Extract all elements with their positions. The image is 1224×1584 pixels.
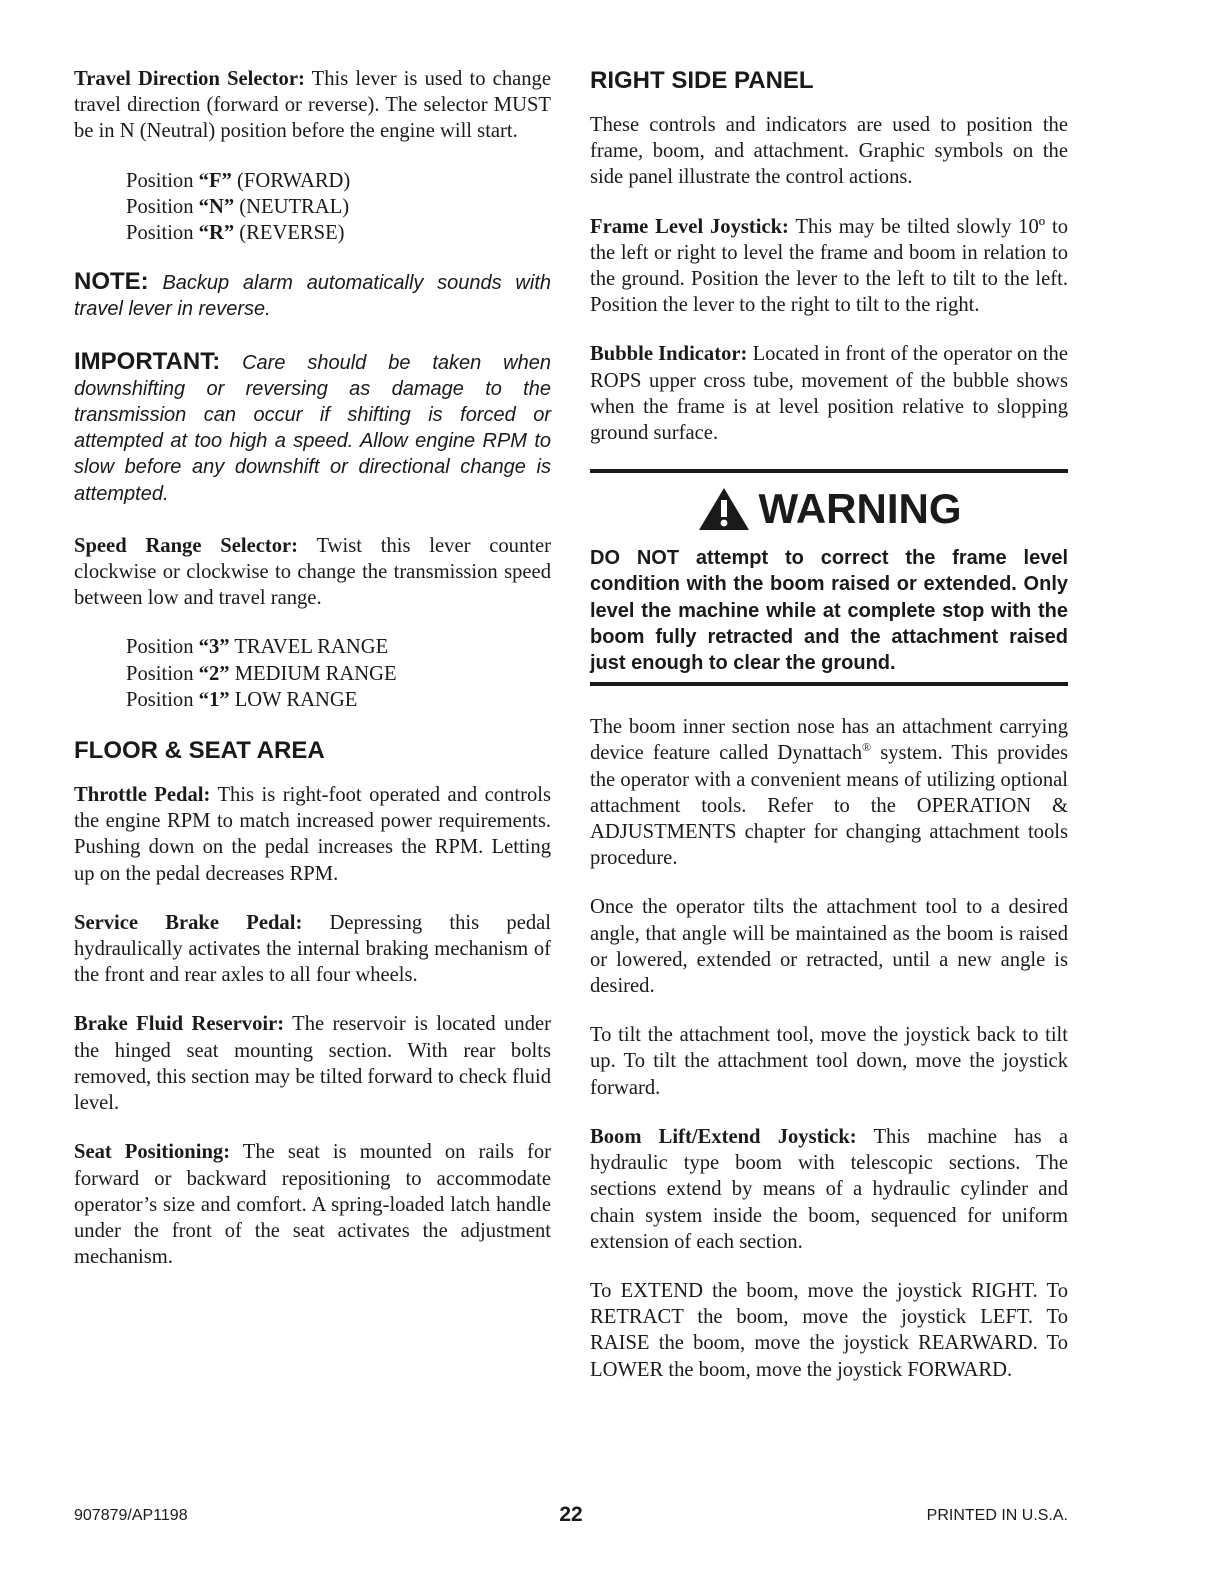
position-code: “2”: [198, 662, 230, 685]
brake-label: Service Brake Pedal:: [74, 911, 303, 934]
position-desc: (NEUTRAL): [234, 195, 350, 218]
position-code: “N”: [198, 195, 235, 218]
throttle-paragraph: [74, 782, 551, 887]
warning-title: WARNING: [758, 485, 962, 533]
important-block: [74, 349, 551, 507]
position-code: “F”: [198, 169, 232, 192]
page-footer: [74, 1497, 1068, 1527]
position-code: “1”: [198, 688, 230, 711]
dynattach-text-after: system. This provides the operator with a convenient means of utilizing optional attachment tools. Refer to the OPERATION & ADJUSTMENTS chapter for changing attachment tools procedure.: [590, 742, 1068, 870]
travel-selector-paragraph: [74, 66, 551, 145]
warning-box: [590, 469, 1068, 686]
important-label: IMPORTANT:: [74, 347, 221, 375]
note-block: [74, 269, 551, 322]
boom-moves-paragraph: To EXTEND the boom, move the joystick RIGHT. To RETRACT the boom, move the joystick LEFT. To RAISE the boom, move the joystick REARWARD. To LOWER the boom, move the joystick FORWARD.: [590, 1279, 1068, 1381]
printed-in: PRINTED IN U.S.A.: [926, 1507, 1068, 1524]
travel-selector-label: Travel Direction Selector:: [74, 68, 305, 90]
floor-seat-heading: FLOOR & SEAT AREA: [74, 737, 325, 765]
boom-joystick-paragraph: [590, 1124, 1068, 1255]
position-prefix: Position: [126, 195, 199, 218]
seat-paragraph: [74, 1139, 551, 1270]
position-item: [74, 634, 551, 660]
bubble-indicator-text: Located in front of the operator on the ROPS upper cross tube, movement of the bubble shows when the frame is at level position relative to slopping ground surface.: [590, 343, 1068, 445]
position-prefix: Position: [126, 636, 199, 659]
fluid-text: The reservoir is located under the hinged seat mounting section. With rear bolts removed, this section may be tilted forward to check fluid level.: [74, 1013, 551, 1115]
brake-text: Depressing this pedal hydraulically activates the internal braking mechanism of the front and rear axles to all four wheels.: [74, 911, 551, 987]
seat-text: The seat is mounted on rails for forward or backward repositioning to accommodate operator’s size and comfort. A spring-loaded latch handle under the front of the seat activates the adjustment mechanism.: [74, 1141, 551, 1269]
speed-positions-list: [74, 634, 551, 713]
travel-positions-list: [74, 168, 551, 247]
position-item: [74, 220, 551, 246]
position-prefix: Position: [126, 662, 199, 685]
right-column: [590, 66, 1068, 1406]
fluid-paragraph: [74, 1011, 551, 1116]
throttle-label: Throttle Pedal:: [74, 784, 211, 807]
warning-text: DO NOT attempt to correct the frame level condition with the boom raised or extended. Only level the machine while at complete stop with the boom fully retracted and the attachment raised just enough to clear the ground.: [590, 547, 1068, 675]
frame-level-paragraph: [590, 214, 1068, 319]
travel-selector-text: This lever is used to change travel direction (forward or reverse). The selector MUST be in N (Neutral) position before the engine will start.: [74, 68, 551, 143]
position-desc: TRAVEL RANGE: [229, 636, 389, 659]
brake-paragraph: [74, 910, 551, 989]
position-desc: LOW RANGE: [229, 688, 358, 711]
throttle-text: This is right-foot operated and controls the engine RPM to match increased power requirements. Pushing down on the pedal increases the RPM. Letting up on the pedal decreases RPM.: [74, 784, 552, 885]
position-prefix: Position: [126, 222, 199, 245]
right-side-panel-heading: RIGHT SIDE PANEL: [590, 67, 814, 94]
position-desc: (FORWARD): [231, 169, 351, 192]
tilt-angle-paragraph: Once the operator tilts the attachment tool to a desired angle, that angle will be maintained as the boom is raised or lowered, extended or retracted, until a new angle is desired.: [590, 896, 1068, 998]
position-item: [74, 194, 551, 220]
doc-number: 907879/AP1198: [74, 1507, 188, 1524]
note-label: NOTE:: [74, 268, 149, 296]
position-item: [74, 661, 551, 687]
boom-joystick-text: This machine has a hydraulic type boom with telescopic sections. The sections extend by means of a hydraulic cylinder and chain system inside the boom, sequenced for uniform extension of each section.: [590, 1125, 1068, 1253]
position-prefix: Position: [126, 688, 199, 711]
registered-mark: ®: [862, 740, 872, 755]
position-desc: MEDIUM RANGE: [229, 662, 397, 685]
fluid-label: Brake Fluid Reservoir:: [74, 1013, 285, 1036]
boom-joystick-label: Boom Lift/Extend Joystick:: [590, 1125, 857, 1148]
right-intro-paragraph: These controls and indicators are used to position the frame, boom, and attachment. Graphic symbols on the side panel illustrate the control actions.: [590, 114, 1068, 189]
position-desc: (REVERSE): [234, 222, 345, 245]
bubble-indicator-paragraph: [590, 341, 1068, 446]
speed-selector-label: Speed Range Selector:: [74, 534, 299, 557]
position-item: [74, 168, 551, 194]
dynattach-text-before: The boom inner section nose has an attachment carrying device feature called Dynattach: [590, 716, 1068, 765]
dynattach-paragraph: [590, 714, 1068, 871]
warning-triangle-icon: [697, 486, 751, 532]
frame-level-label: Frame Level Joystick:: [590, 215, 789, 238]
position-code: “R”: [198, 222, 235, 245]
warning-header: [590, 483, 1068, 535]
speed-selector-text: Twist this lever counter clockwise or clockwise to change the transmission speed between low and travel range.: [74, 534, 551, 610]
frame-level-text: This may be tilted slowly 10º to the left or right to level the frame and boom in relation to the ground. Position the lever to the left to tilt to the left. Position the lever to the right to tilt to the right.: [590, 215, 1068, 317]
position-item: [74, 687, 551, 713]
left-column: [74, 66, 551, 1293]
speed-selector-paragraph: [74, 533, 551, 612]
important-text: Care should be taken when downshifting or reversing as damage to the transmission can occur if shifting is forced or attempted at too high a speed. Allow engine RPM to slow before any downshift or directional change is attempted.: [74, 351, 551, 505]
page-number: 22: [559, 1503, 583, 1526]
seat-label: Seat Positioning:: [74, 1141, 231, 1164]
note-text: Backup alarm automatically sounds with travel lever in reverse.: [74, 272, 551, 321]
position-code: “3”: [198, 636, 230, 659]
tilt-howto-paragraph: To tilt the attachment tool, move the joystick back to tilt up. To tilt the attachment tool down, move the joystick forward.: [590, 1024, 1068, 1099]
position-prefix: Position: [126, 169, 199, 192]
bubble-indicator-label: Bubble Indicator:: [590, 343, 748, 366]
